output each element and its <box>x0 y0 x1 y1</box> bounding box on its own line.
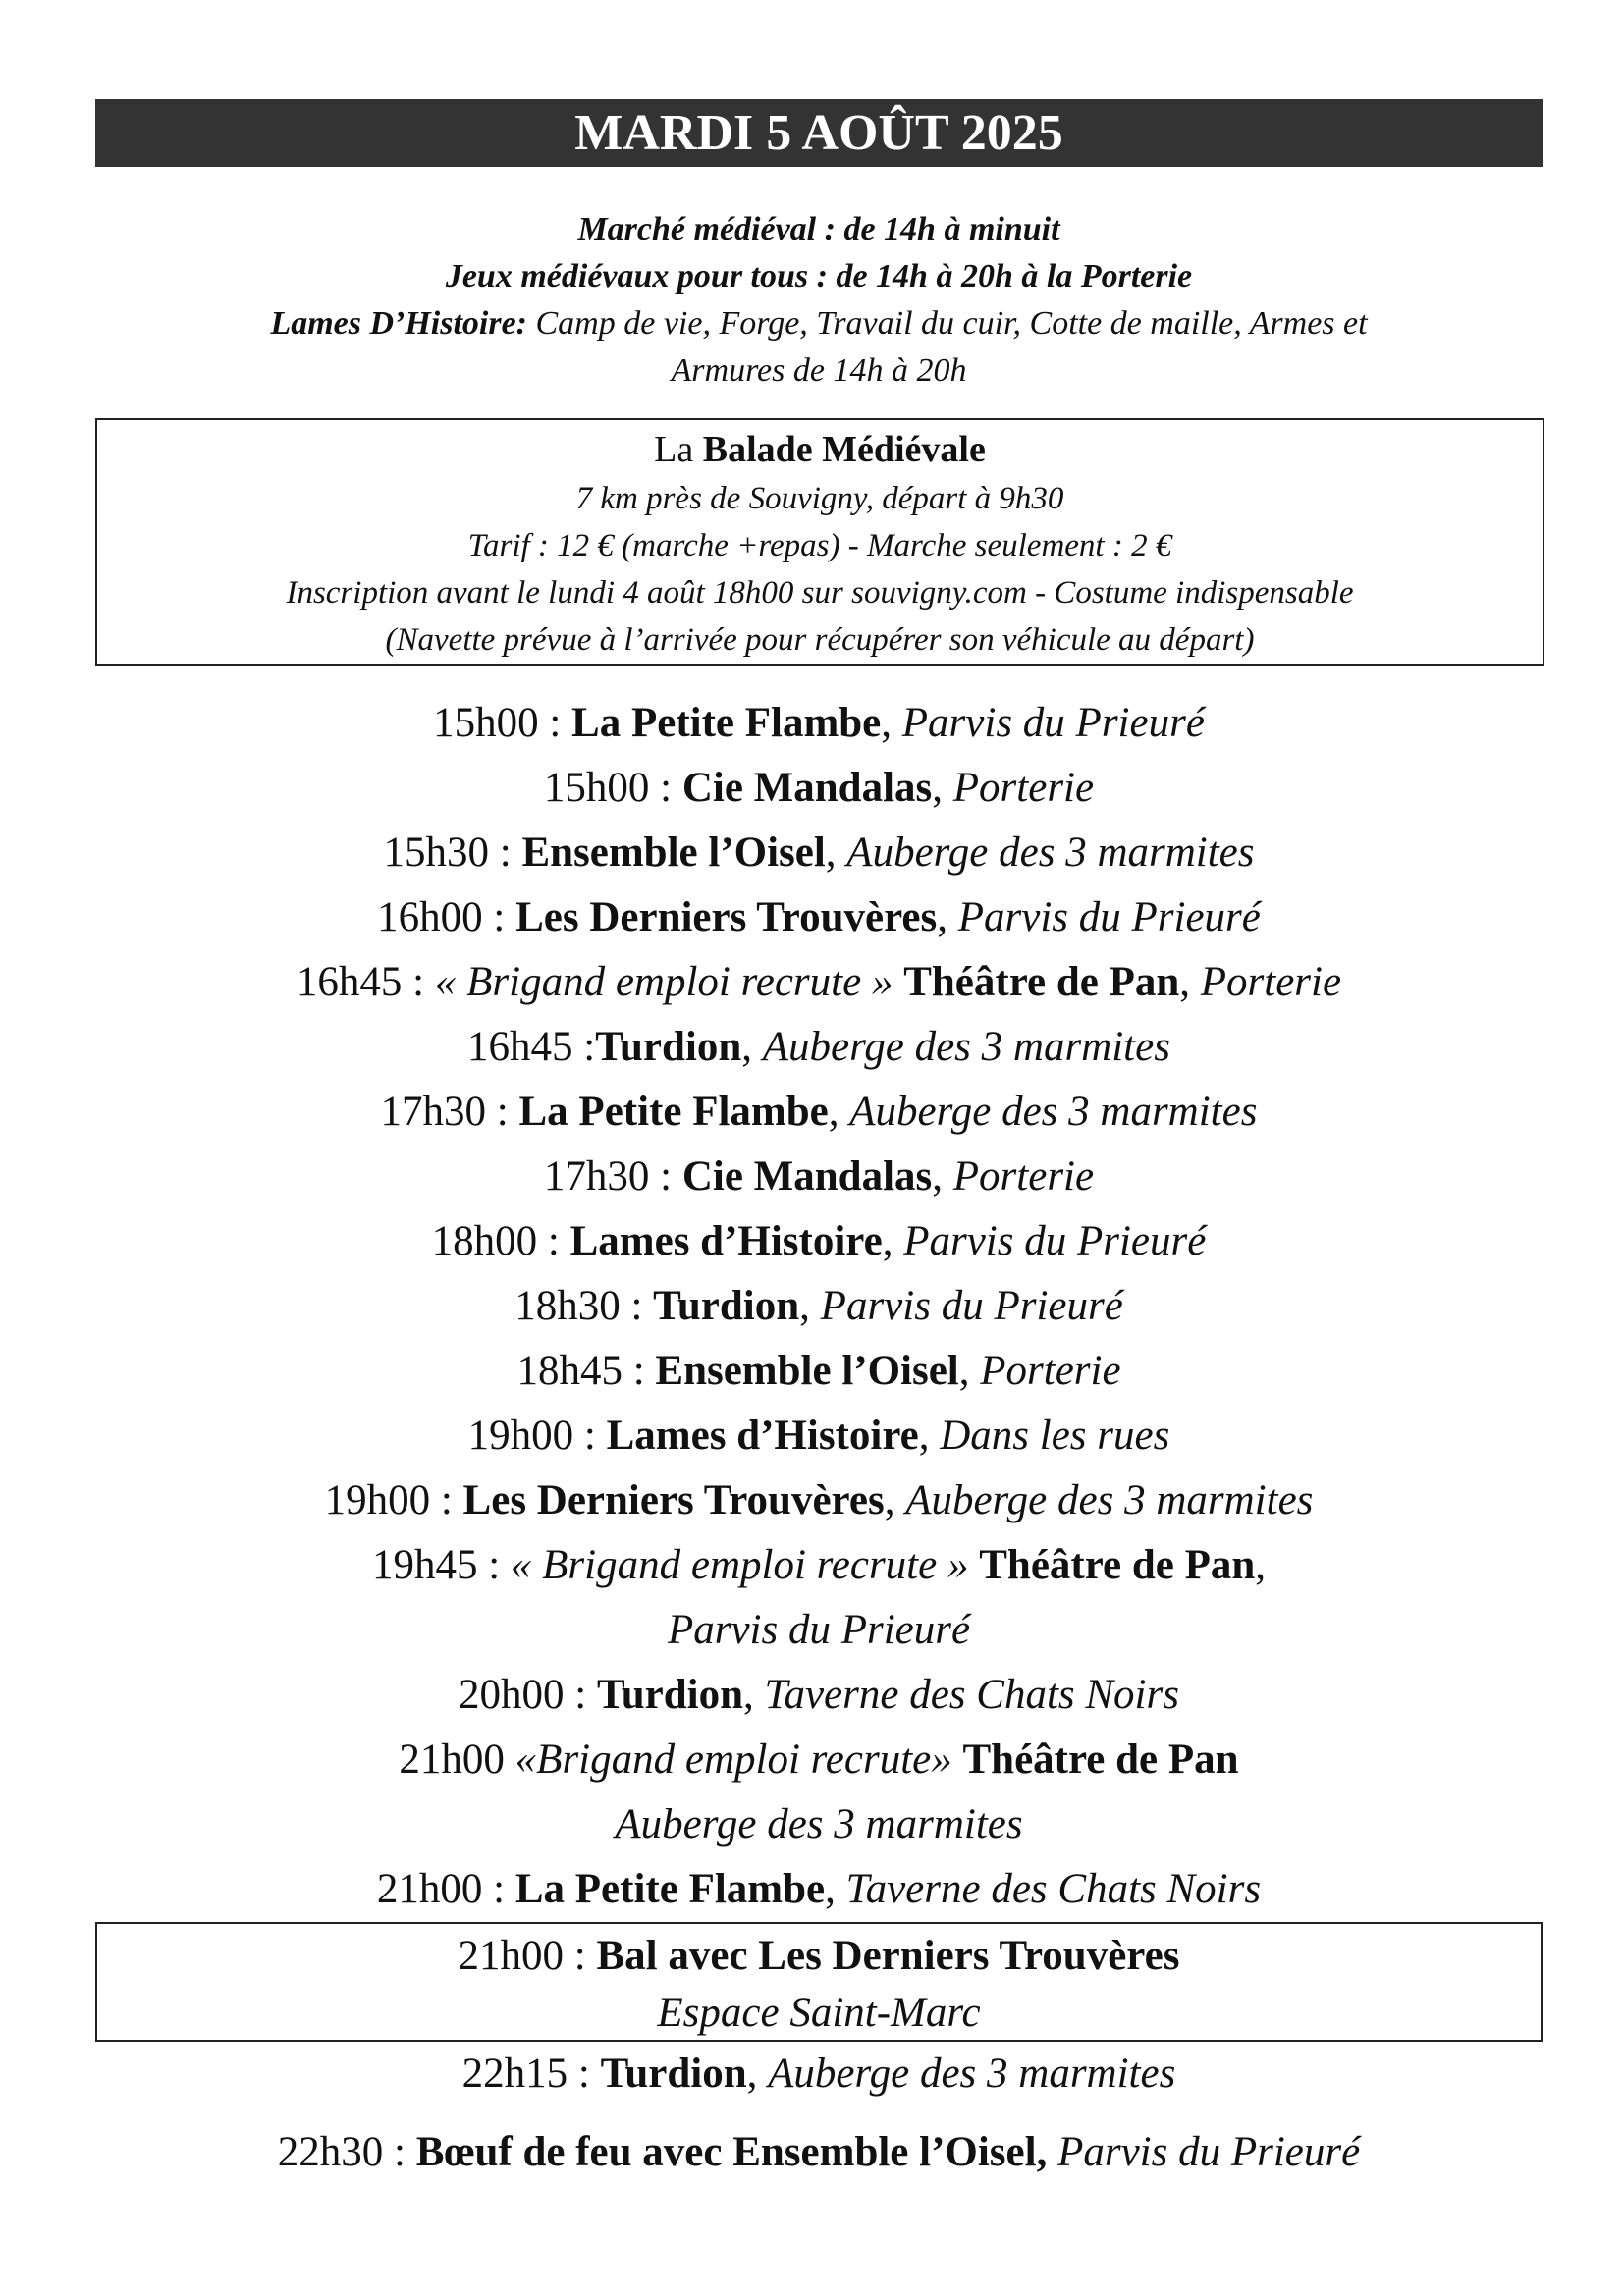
schedule-row <box>95 1857 1543 1922</box>
finale-name: Bœuf de feu avec Ensemble l’Oisel, <box>415 2129 1048 2175</box>
bal-row <box>97 1924 1541 1989</box>
schedule-time: 22h15 : <box>461 2051 601 2097</box>
schedule-separator: , <box>884 1477 906 1523</box>
intro-lames-text: Camp de vie, Forge, Travail du cuir, Cotte de maille, Armes et <box>527 305 1368 342</box>
date-banner: MARDI 5 AOÛT 2025 <box>95 99 1543 167</box>
schedule-row <box>95 1598 1543 1663</box>
schedule-act: Lames d’Histoire <box>569 1218 883 1264</box>
schedule-time: 18h45 : <box>516 1348 656 1394</box>
schedule-separator: , <box>881 700 902 746</box>
schedule-row <box>95 821 1543 885</box>
schedule-separator: , <box>825 829 847 876</box>
schedule-place: Auberge des 3 marmites <box>846 829 1255 876</box>
bal-box <box>95 1922 1543 2042</box>
balade-title <box>97 424 1543 475</box>
schedule-time: 15h00 : <box>543 765 682 811</box>
schedule-time: 16h45 : <box>296 959 435 1005</box>
balade-line-2: Tarif : 12 € (marche +repas) - Marche seulement : 2 € <box>467 528 1172 563</box>
schedule-row <box>95 756 1543 821</box>
schedule-act: La Petite Flambe <box>571 700 882 746</box>
schedule-act: Ensemble l’Oisel <box>655 1348 959 1394</box>
intro-armures-line: Armures de 14h à 20h <box>671 352 967 389</box>
schedule-show: «Brigand emploi recrute» <box>514 1736 963 1783</box>
intro-lames-label: Lames D’Histoire: <box>270 305 527 342</box>
schedule-place: Dans les rues <box>940 1413 1170 1459</box>
schedule-place: Taverne des Chats Noirs <box>845 1866 1262 1912</box>
schedule-separator: , <box>918 1413 941 1459</box>
schedule-row <box>95 1339 1543 1404</box>
balade-line-1: 7 km près de Souvigny, départ à 9h30 <box>575 481 1064 516</box>
finale-place: Parvis du Prieuré <box>1047 2129 1361 2175</box>
schedule-time: 19h00 : <box>467 1413 607 1459</box>
schedule-act: La Petite Flambe <box>518 1089 829 1135</box>
schedule-time: 21h00 : <box>376 1866 515 1912</box>
schedule-separator: , <box>828 1089 850 1135</box>
schedule-act: Turdion <box>595 1024 742 1070</box>
schedule-row <box>95 1533 1543 1598</box>
schedule-show: « Brigand emploi recrute » <box>510 1542 980 1588</box>
balade-line-4: (Navette prévue à l’arrivée pour récupérer son véhicule au départ) <box>385 622 1255 658</box>
schedule-act: Turdion <box>653 1283 800 1329</box>
schedule-act: Lames d’Histoire <box>606 1413 919 1459</box>
schedule-time: 17h30 : <box>543 1153 682 1200</box>
schedule-time: 16h45 : <box>467 1024 596 1070</box>
schedule-separator: , <box>799 1283 821 1329</box>
schedule-place: Parvis du Prieuré <box>957 894 1261 940</box>
schedule-act: Les Derniers Trouvères <box>515 894 938 940</box>
schedule-act: Cie Mandalas <box>681 1153 933 1200</box>
schedule-row <box>95 1274 1543 1339</box>
schedule-place: Auberge des 3 marmites <box>768 2051 1176 2097</box>
schedule-separator: , <box>932 1153 953 1200</box>
intro-block <box>95 206 1543 395</box>
schedule-place: Auberge des 3 marmites <box>849 1089 1258 1135</box>
schedule-place: Porterie <box>980 1348 1121 1394</box>
schedule-separator: , <box>741 1024 763 1070</box>
schedule-row <box>95 1663 1543 1728</box>
intro-lames-line <box>95 300 1543 347</box>
schedule-row <box>95 691 1543 756</box>
schedule-time: 15h00 : <box>433 700 572 746</box>
schedule-act: Théâtre de Pan <box>903 959 1180 1005</box>
schedule-act: Théâtre de Pan <box>979 1542 1256 1588</box>
schedule-separator: , <box>746 2051 769 2097</box>
schedule-time: 21h00 <box>399 1736 515 1783</box>
schedule-time: 18h30 : <box>514 1283 654 1329</box>
schedule-time: 18h00 : <box>431 1218 570 1264</box>
balade-box <box>95 418 1544 666</box>
schedule-row <box>95 885 1543 950</box>
balade-name: Balade Médiévale <box>702 429 986 470</box>
schedule-time: 19h00 : <box>324 1477 463 1523</box>
schedule-place: Auberge des 3 marmites <box>905 1477 1314 1523</box>
schedule-place: Taverne des Chats Noirs <box>764 1672 1179 1718</box>
schedule-list <box>95 691 1543 2185</box>
schedule-place: Auberge des 3 marmites <box>615 1801 1023 1847</box>
schedule-row <box>95 950 1543 1015</box>
schedule-row <box>95 1145 1543 1209</box>
schedule-time: 17h30 : <box>380 1089 519 1135</box>
schedule-place: Parvis du Prieuré <box>820 1283 1123 1329</box>
schedule-act: Théâtre de Pan <box>962 1736 1239 1783</box>
schedule-separator: , <box>932 765 953 811</box>
schedule-place: Parvis du Prieuré <box>901 700 1205 746</box>
bal-place: Espace Saint-Marc <box>657 1990 981 2036</box>
balade-line-3: Inscription avant le lundi 4 août 18h00 sur souvigny.com - Costume indispensable <box>286 575 1354 611</box>
intro-games-line: Jeux médiévaux pour tous : de 14h à 20h à la Porterie <box>445 258 1193 294</box>
schedule-row <box>95 1080 1543 1145</box>
balade-prefix: La <box>654 429 703 470</box>
schedule-time: 20h00 : <box>459 1672 597 1718</box>
schedule-act: Turdion <box>600 2051 747 2097</box>
schedule-place: Porterie <box>952 1153 1095 1200</box>
schedule-place: Parvis du Prieuré <box>903 1218 1207 1264</box>
schedule-separator: , <box>1255 1542 1267 1588</box>
schedule-row <box>95 2042 1543 2107</box>
schedule-row <box>95 1792 1543 1857</box>
schedule-place: Parvis du Prieuré <box>667 1607 971 1653</box>
finale-row <box>95 2120 1543 2185</box>
schedule-place: Auberge des 3 marmites <box>762 1024 1170 1070</box>
schedule-act: La Petite Flambe <box>514 1866 826 1912</box>
schedule-time: 19h45 : <box>371 1542 511 1588</box>
schedule-row <box>95 1468 1543 1533</box>
bal-name: Bal avec Les Derniers Trouvères <box>596 1933 1180 1979</box>
intro-market-line: Marché médiéval : de 14h à minuit <box>577 211 1060 247</box>
finale-time: 22h30 : <box>277 2129 416 2175</box>
schedule-row <box>95 1209 1543 1274</box>
schedule-place: Porterie <box>1200 959 1342 1005</box>
schedule-separator: , <box>958 1348 981 1394</box>
schedule-show: « Brigand emploi recrute » <box>434 959 904 1005</box>
schedule-row <box>95 1404 1543 1468</box>
schedule-row <box>95 1728 1543 1792</box>
schedule-separator: , <box>937 894 958 940</box>
schedule-row <box>95 1015 1543 1080</box>
schedule-time: 15h30 : <box>383 829 522 876</box>
schedule-place: Porterie <box>952 765 1095 811</box>
schedule-separator: , <box>742 1672 765 1718</box>
schedule-act: Cie Mandalas <box>681 765 933 811</box>
schedule-separator: , <box>825 1866 846 1912</box>
bal-time: 21h00 : <box>458 1933 597 1979</box>
schedule-act: Ensemble l’Oisel <box>521 829 826 876</box>
schedule-act: Turdion <box>596 1672 743 1718</box>
schedule-time: 16h00 : <box>377 894 516 940</box>
schedule-separator: , <box>1179 959 1201 1005</box>
schedule-act: Les Derniers Trouvères <box>462 1477 885 1523</box>
schedule-separator: , <box>882 1218 904 1264</box>
